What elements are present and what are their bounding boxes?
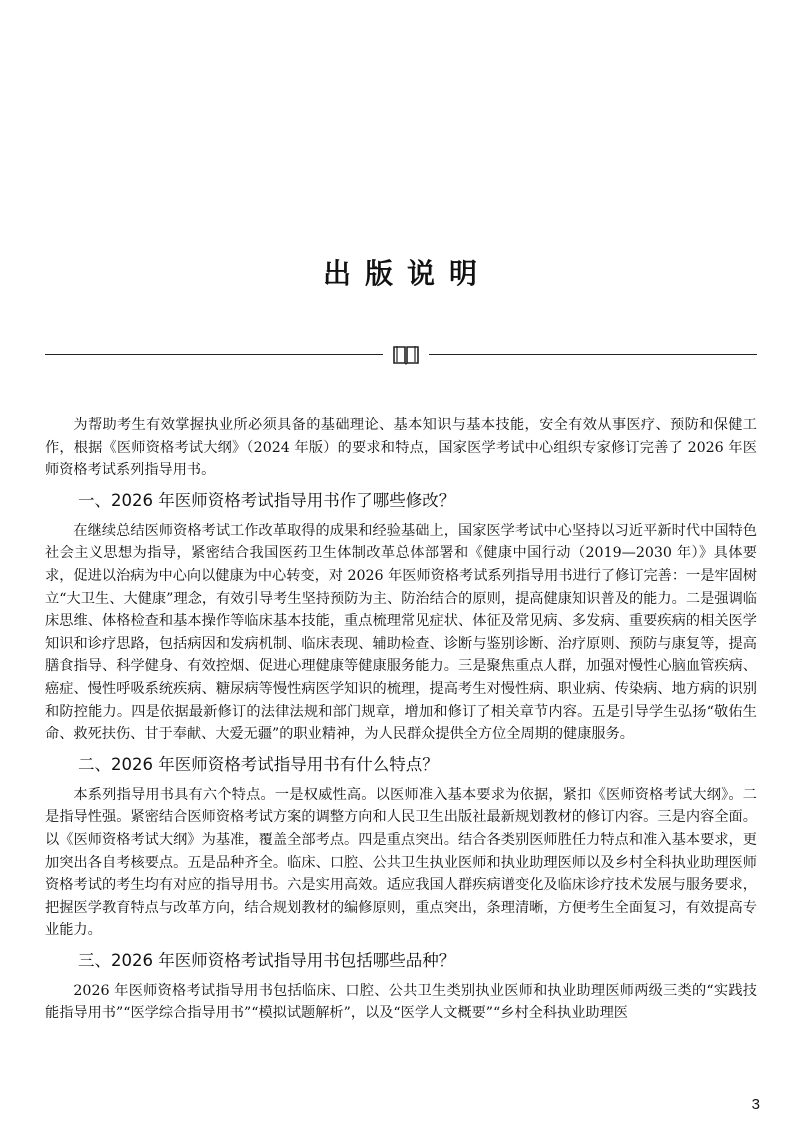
section-1-paragraph: 在继续总结医师资格考试工作改革取得的成果和经验基础上，国家医学考试中心坚持以习近平新时代中国特色社会主义思想为指导，紧密结合我国医药卫生体制改革总体部署和《健康中国行动（2019—2030 年）》具体要求，促进以治病为中心向以健康为中心转变，对 2026 年医师资格考试系列指导用书进行了修订完善：一是牢固树立“大卫生、大健康”理念，有效引导考生坚持预防为主、防治结合的原则，提高健康知识普及的能力。二是强调临床思维、体格检查和基本操作等临床基本技能，重点梳理常见症状、体征及常见病、多发病、重要疾病的相关医学知识和诊疗思路，包括病因和发病机制、临床表现、辅助检查、诊断与鉴别诊断、治疗原则、预防与康复等，提高膳食指导、科学健身、有效控烟、促进心理健康等健康服务能力。三是聚焦重点人群，加强对慢性心脑血管疾病、癌症、慢性呼吸系统疾病、糖尿病等慢性病医学知识的梳理，提高考生对慢性病、职业病、传染病、地方病的识别和防控能力。四是依据最新修订的法律法规和部门规章，增加和修订了相关章节内容。五是引导学生弘扬“敬佑生命、救死扶伤、甘于奉献、大爱无疆”的职业精神，为人民群众提供全方位全周期的健康服务。 xyxy=(45,522,757,743)
intro-paragraph: 为帮助考生有效掌握执业所必须具备的基础理论、基本知识与基本技能，安全有效从事医疗、预防和保健工作，根据《医师资格考试大纲》（2024 年版）的要求和特点，国家医学考试中心组织专家修订完善了 2026 年医师资格考试系列指导用书。 xyxy=(45,417,757,479)
section-2-heading: 二、2026 年医师资格考试指导用书有什么特点？ xyxy=(78,754,439,774)
page-number: 3 xyxy=(751,1096,760,1113)
open-book-icon xyxy=(391,343,421,367)
section-1-heading: 一、2026 年医师资格考试指导用书作了哪些修改？ xyxy=(78,490,456,510)
title-divider xyxy=(45,343,757,367)
divider-line-left xyxy=(45,354,383,355)
section-3-heading: 三、2026 年医师资格考试指导用书包括哪些品种？ xyxy=(78,950,456,970)
divider-line-right xyxy=(429,354,757,355)
document-body xyxy=(45,414,757,1025)
section-3-paragraph: 2026 年医师资格考试指导用书包括临床、口腔、公共卫生类别执业医师和执业助理医师两级三类的“实践技能指导用书”“医学综合指导用书”“模拟试题解析”，以及“医学人文概要”“乡村全科执业助理医 xyxy=(45,982,757,1022)
section-2-paragraph: 本系列指导用书具有六个特点。一是权威性高。以医师准入基本要求为依据，紧扣《医师资格考试大纲》。二是指导性强。紧密结合医师资格考试方案的调整方向和人民卫生出版社最新规划教材的修订内容。三是内容全面。以《医师资格考试大纲》为基准，覆盖全部考点。四是重点突出。结合各类别医师胜任力特点和准入基本要求，更加突出各自考核要点。五是品种齐全。临床、口腔、公共卫生执业医师和执业助理医师以及乡村全科执业助理医师资格考试的考生均有对应的指导用书。六是实用高效。适应我国人群疾病谱变化及临床诊疗技术发展与服务要求，把握医学教育特点与改革方向，结合规划教材的编修原则，重点突出，条理清晰，方便考生全面复习，有效提高专业能力。 xyxy=(45,786,757,939)
page-title: 出版说明 xyxy=(322,257,491,290)
